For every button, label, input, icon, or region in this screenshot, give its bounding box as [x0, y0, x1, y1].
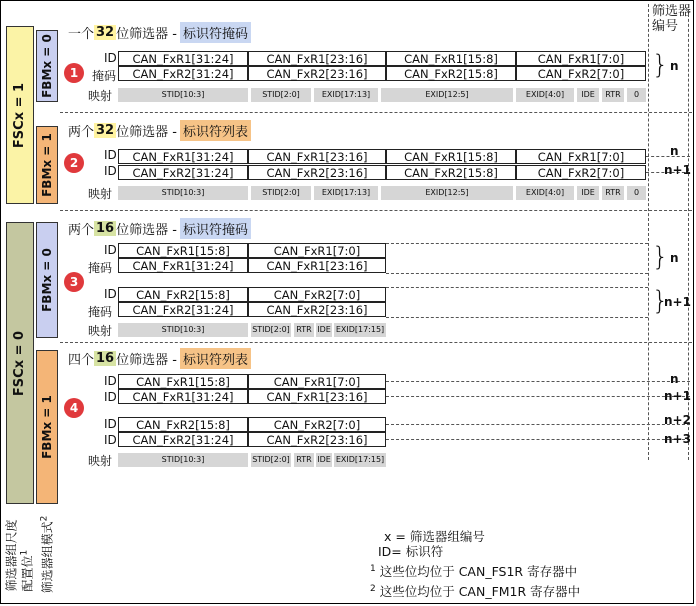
mode-sup: 2	[39, 515, 50, 521]
s2-map-stid-lo: STID[2:0]	[251, 186, 311, 200]
s1-r1-c3: CAN_FxR1[15:8]	[386, 51, 516, 66]
s2-map-exid-mid: EXID[12:5]	[381, 186, 513, 200]
fbm0-bar-a	[36, 30, 58, 102]
section-1-pre: 一个	[68, 27, 95, 42]
s4-r1b-c2: CAN_FxR1[23:16]	[248, 389, 386, 404]
s2-r2-c2: CAN_FxR2[23:16]	[248, 165, 386, 180]
s3-id2-label: ID	[104, 287, 117, 301]
mode-label	[36, 506, 58, 602]
legend-note-2-text: 这些位均位于 CAN_FM1R 寄存器中	[379, 584, 581, 599]
s2-number-n1: n+1	[664, 163, 691, 177]
s1-map-ide: IDE	[577, 88, 599, 102]
s2-id1-label: ID	[104, 148, 117, 162]
s3-map-stid-hi: STID[10:3]	[118, 323, 248, 337]
s1-r2-c1: CAN_FxR2[31:24]	[118, 66, 248, 81]
section-2-tag: 标识符列表	[180, 120, 251, 141]
s3-mask2-label: 掩码	[88, 305, 113, 319]
s4-r2a-c1: CAN_FxR2[15:8]	[118, 417, 248, 432]
s1-r2-c2: CAN_FxR2[23:16]	[248, 66, 386, 81]
s3-id1-label: ID	[104, 243, 117, 257]
s2-r1-c4: CAN_FxR1[7:0]	[516, 149, 646, 164]
s4-number-n: n	[670, 372, 679, 386]
s3-number-n: n	[670, 251, 679, 265]
legend-id: ID= 标识符	[378, 544, 444, 559]
s3-r2a-c1: CAN_FxR2[15:8]	[118, 287, 248, 302]
section-divider-2	[60, 210, 692, 211]
section-1-badge: 1	[64, 63, 84, 83]
legend-note-1-sup: 1	[370, 563, 376, 574]
s4-dash-n3	[386, 439, 690, 440]
s4-r1a-c2: CAN_FxR1[7:0]	[248, 374, 386, 389]
scale-config-text-2: 配置位	[20, 554, 35, 592]
mode-text: 筛选器组模式	[40, 520, 55, 593]
s1-r1-c1: CAN_FxR1[31:24]	[118, 51, 248, 66]
s4-number-n2: n+2	[664, 413, 691, 427]
s4-number-n1: n+1	[664, 389, 691, 403]
s2-id2-label: ID	[104, 164, 117, 178]
filter-number-header-line1: 筛选器	[652, 4, 692, 19]
s1-r2-c4: CAN_FxR2[7:0]	[516, 66, 646, 81]
s4-map-ide: IDE	[316, 453, 332, 467]
s4-map-label: 映射	[88, 454, 113, 468]
section-3-badge: 3	[64, 272, 84, 292]
s2-map-zero: 0	[627, 186, 646, 200]
s2-dash-n	[646, 156, 690, 157]
section-4-suffix: 位筛选器 -	[116, 353, 177, 368]
section-1-bits: 32	[96, 25, 115, 40]
s3-map-rtr: RTR	[294, 323, 314, 337]
s2-r1-c2: CAN_FxR1[23:16]	[248, 149, 386, 164]
s2-map-rtr: RTR	[602, 186, 624, 200]
s2-r2-c4: CAN_FxR2[7:0]	[516, 165, 646, 180]
s4-dash-n2	[386, 424, 690, 425]
s4-r2a-c2: CAN_FxR2[7:0]	[248, 417, 386, 432]
s1-map-exid-hi: EXID[17:13]	[314, 88, 378, 102]
section-3-tag: 标识符掩码	[180, 218, 251, 239]
s4-dash-n1	[386, 396, 690, 397]
section-3-suffix: 位筛选器 -	[116, 223, 177, 238]
section-2-badge: 2	[64, 153, 84, 173]
fbm0-bar-b	[36, 222, 58, 338]
fbm1-bar-a	[36, 126, 58, 204]
filter-number-header-line2: 编号	[652, 19, 679, 34]
fsc0-label: FSCx = 0	[12, 330, 28, 396]
s1-map-rtr: RTR	[602, 88, 624, 102]
filter-number-header	[652, 4, 691, 34]
section-4-bits: 16	[96, 351, 115, 366]
s1-map-exid-lo: EXID[4:0]	[516, 88, 574, 102]
section-1-tag: 标识符掩码	[180, 22, 251, 43]
fbm1-label-a: FBMx = 1	[40, 133, 55, 197]
section-1-suffix: 位筛选器 -	[116, 27, 177, 42]
legend-note-2-sup: 2	[370, 583, 376, 594]
legend-note-1-text: 这些位均位于 CAN_FS1R 寄存器中	[379, 564, 578, 579]
s3-r1a-c2: CAN_FxR1[7:0]	[248, 243, 386, 258]
s4-map-rtr: RTR	[294, 453, 314, 467]
s3-r2b-c2: CAN_FxR2[23:16]	[248, 302, 386, 317]
section-4-tag: 标识符列表	[180, 348, 251, 369]
fsc1-bar	[6, 26, 34, 204]
s3-r1b-c1: CAN_FxR1[31:24]	[118, 258, 248, 273]
s2-map-exid-hi: EXID[17:13]	[314, 186, 378, 200]
s1-number-n: n	[670, 59, 679, 73]
s4-r1a-c1: CAN_FxR1[15:8]	[118, 374, 248, 389]
s4-r2b-c1: CAN_FxR2[31:24]	[118, 432, 248, 447]
s4-id4-label: ID	[104, 433, 117, 447]
s1-map-stid-hi: STID[10:3]	[118, 88, 248, 102]
s2-r2-c1: CAN_FxR2[31:24]	[118, 165, 248, 180]
fsc1-label: FSCx = 1	[12, 82, 28, 148]
section-divider-1	[60, 112, 692, 113]
s2-map-ide: IDE	[577, 186, 599, 200]
fsc0-bar	[6, 222, 34, 504]
s3-brace-n: }	[652, 242, 669, 272]
s4-map-stid-lo: STID[2:0]	[251, 453, 291, 467]
s4-dash-n	[386, 381, 690, 382]
s3-number-n1: n+1	[664, 295, 691, 309]
fbm0-label-a: FBMx = 0	[40, 34, 55, 98]
s2-number-n: n	[670, 144, 679, 158]
s4-map-exid: EXID[17:15]	[334, 453, 386, 467]
s1-map-label: 映射	[88, 89, 113, 103]
section-divider-3	[60, 342, 692, 343]
s4-r1b-c1: CAN_FxR1[31:24]	[118, 389, 248, 404]
scale-config-sup: 1	[19, 549, 30, 555]
s3-dash-a-top	[386, 243, 648, 244]
legend-note-2	[370, 582, 580, 600]
s4-id1-label: ID	[104, 374, 117, 388]
section-2-pre: 两个	[68, 125, 95, 140]
s1-map-exid-mid: EXID[12:5]	[381, 88, 513, 102]
scale-config-text-1: 筛选器组尺度	[4, 518, 19, 592]
s2-r1-c1: CAN_FxR1[31:24]	[118, 149, 248, 164]
s2-map-label: 映射	[88, 187, 113, 201]
s2-map-exid-lo: EXID[4:0]	[516, 186, 574, 200]
section-2-title	[68, 120, 251, 141]
s3-dash-b-bottom	[386, 317, 648, 318]
s1-mask-label: 掩码	[92, 69, 117, 83]
s2-map-stid-hi: STID[10:3]	[118, 186, 248, 200]
s3-map-stid-lo: STID[2:0]	[251, 323, 291, 337]
s3-map-ide: IDE	[316, 323, 332, 337]
s3-dash-b-top	[386, 287, 648, 288]
scale-config-label	[4, 510, 36, 600]
s1-r2-c3: CAN_FxR2[15:8]	[386, 66, 516, 81]
s3-map-label: 映射	[88, 324, 113, 338]
s1-id-label: ID	[104, 51, 117, 65]
s3-r1a-c1: CAN_FxR1[15:8]	[118, 243, 248, 258]
s2-r2-c3: CAN_FxR2[15:8]	[386, 165, 516, 180]
section-3-pre: 两个	[68, 223, 95, 238]
s1-brace: }	[652, 50, 669, 80]
s3-r2b-c1: CAN_FxR2[31:24]	[118, 302, 248, 317]
s3-map-exid: EXID[17:15]	[334, 323, 386, 337]
s4-id2-label: ID	[104, 390, 117, 404]
divider-vertical-dashed	[648, 4, 649, 460]
section-1-title	[68, 22, 251, 43]
s4-number-n3: n+3	[664, 432, 691, 446]
s4-r2b-c2: CAN_FxR2[23:16]	[248, 432, 386, 447]
s1-r1-c2: CAN_FxR1[23:16]	[248, 51, 386, 66]
legend-note-1	[370, 562, 577, 580]
s1-map-zero: 0	[627, 88, 646, 102]
section-3-bits: 16	[96, 221, 115, 236]
section-4-title	[68, 348, 251, 369]
s2-r1-c3: CAN_FxR1[15:8]	[386, 149, 516, 164]
s3-r1b-c2: CAN_FxR1[23:16]	[248, 258, 386, 273]
section-4-pre: 四个	[68, 353, 95, 368]
section-2-bits: 32	[96, 123, 115, 138]
s3-mask1-label: 掩码	[88, 261, 113, 275]
s4-map-stid-hi: STID[10:3]	[118, 453, 248, 467]
s3-dash-a-bottom	[386, 273, 648, 274]
fbm1-bar-b	[36, 350, 58, 504]
fbm0-label-b: FBMx = 0	[40, 248, 55, 312]
s3-brace-n1: }	[652, 286, 669, 316]
s1-r1-c4: CAN_FxR1[7:0]	[516, 51, 646, 66]
s1-map-stid-lo: STID[2:0]	[251, 88, 311, 102]
section-2-suffix: 位筛选器 -	[116, 125, 177, 140]
s3-r2a-c2: CAN_FxR2[7:0]	[248, 287, 386, 302]
section-3-title	[68, 218, 251, 239]
s4-id3-label: ID	[104, 417, 117, 431]
section-4-badge: 4	[64, 398, 84, 418]
fbm1-label-b: FBMx = 1	[40, 395, 55, 459]
legend-x: x = 筛选器组编号	[384, 529, 485, 544]
